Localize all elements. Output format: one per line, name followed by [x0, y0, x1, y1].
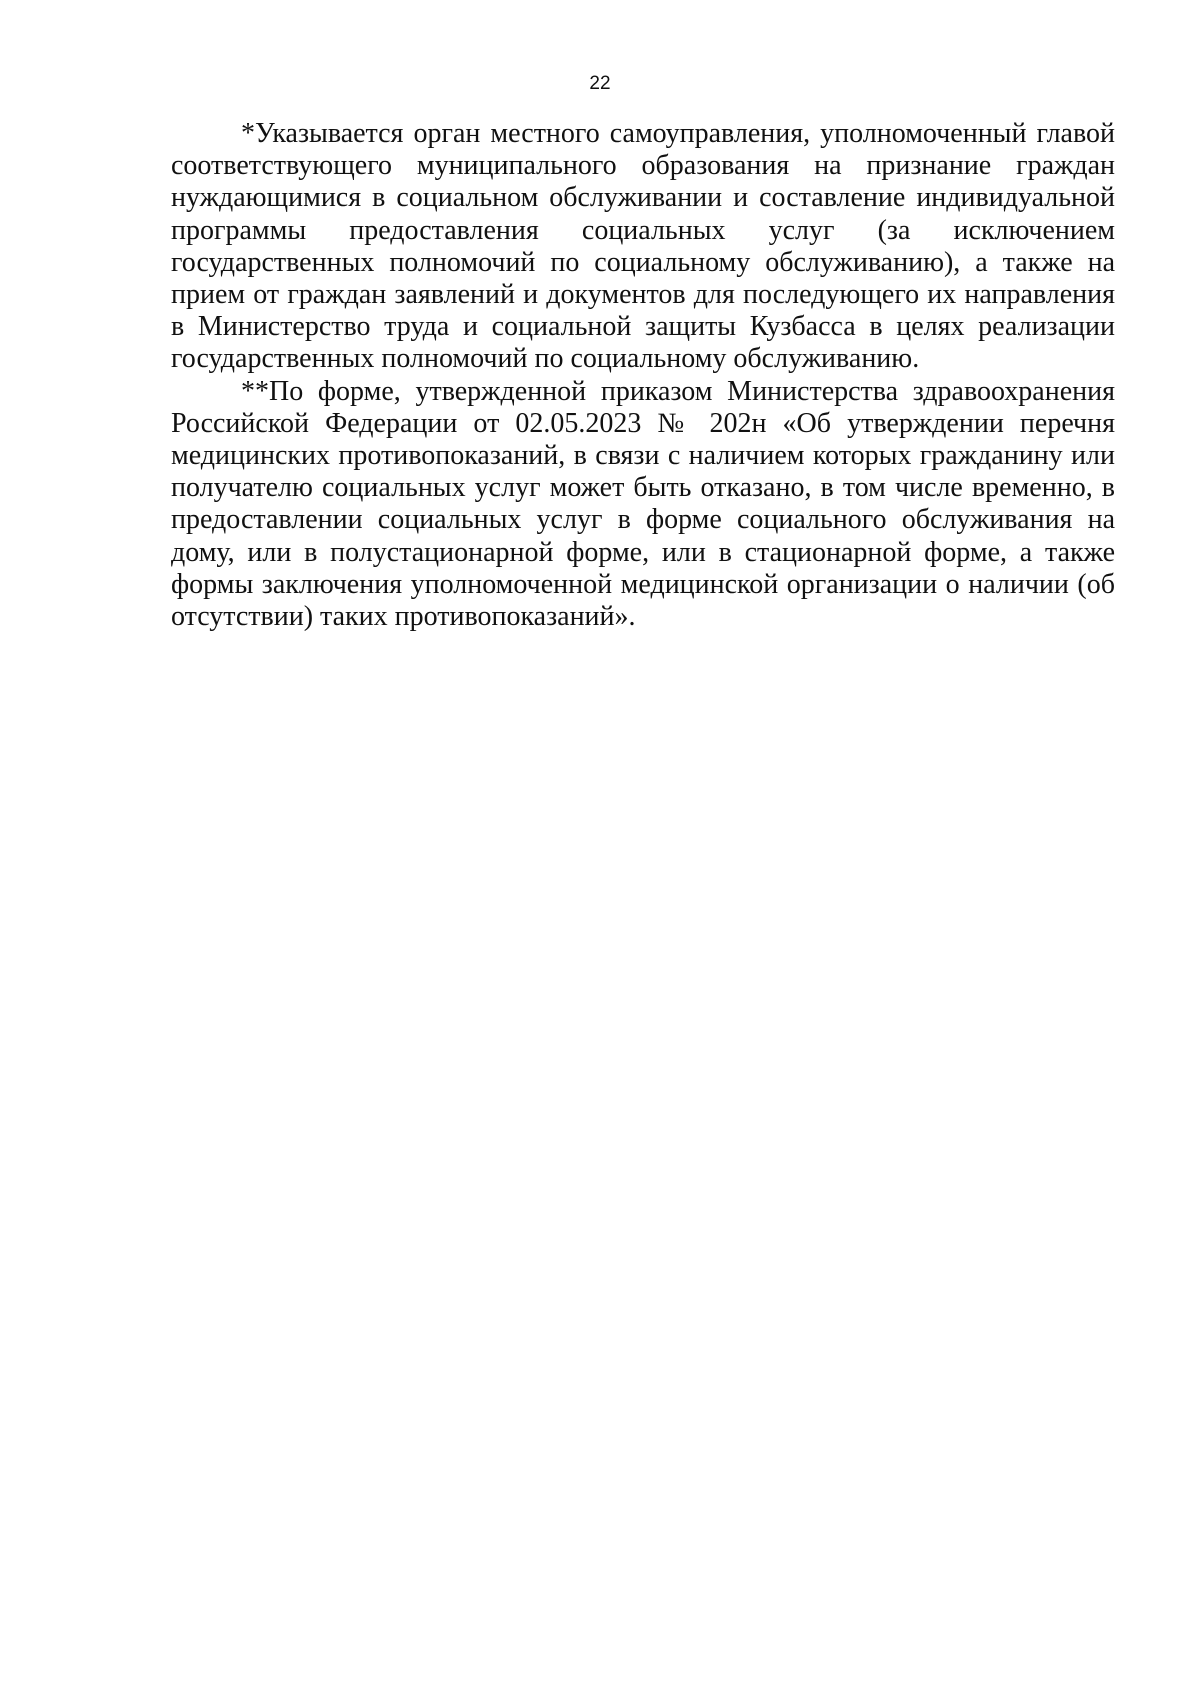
page-number: 22 [589, 73, 611, 94]
footnote-double-asterisk: **По форме, утвержденной приказом Министерства здравоохранения Российской Федерации от 02.05.2023 № 202н «Об утверждении перечня медицинских противопоказаний, в связи с наличием которых гражданину или получателю социальных услуг может быть отказано, в том числе временно, в предоставлении социальных услуг в форме социального обслуживания на дому, или в полустационарной форме, или в стационарной форме, а также формы заключения уполномоченной медицинской организации о наличии (об отсутствии) таких противопоказаний». [171, 375, 1115, 633]
footnote-single-asterisk: *Указывается орган местного самоуправления, уполномоченный главой соответствующего муниципального образования на признание граждан нуждающимися в социальном обслуживании и составление индивидуальной программы предоставления социальных услуг (за исключением государственных полномочий по социальному обслуживанию), а также на прием от граждан заявлений и документов для последующего их направления в Министерство труда и социальной защиты Кузбасса в целях реализации государственных полномочий по социальному обслуживанию. [171, 118, 1115, 375]
document-body [171, 118, 1115, 633]
